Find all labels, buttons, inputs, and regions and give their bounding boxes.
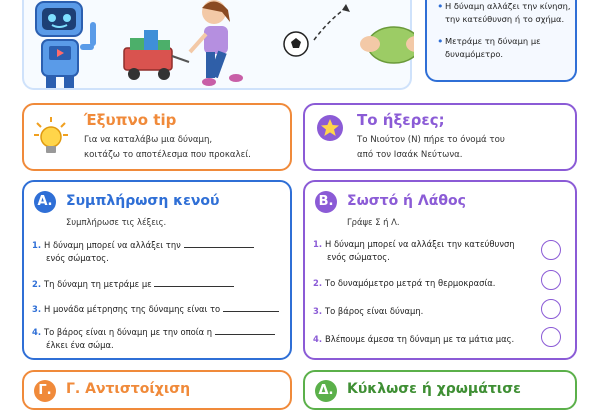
answer-blank[interactable] xyxy=(215,325,275,335)
question-item xyxy=(32,238,287,265)
answer-circle[interactable] xyxy=(541,240,561,260)
clay-hands-icon xyxy=(360,27,414,63)
section-c-title: Γ. Αντιστοίχιση xyxy=(66,381,191,397)
section-a-instruction: Συμπλήρωσε τις λέξεις. xyxy=(66,217,167,227)
example-card xyxy=(425,0,577,82)
question-text: Βλέπουμε άμεσα τη δύναμη με τα μάτια μας. xyxy=(325,334,515,344)
tip-title: Έξυπνο tip xyxy=(84,111,177,129)
question-number: 4. xyxy=(313,334,323,344)
wagon-icon xyxy=(124,30,189,80)
question-item xyxy=(32,302,287,316)
section-b-title: Σωστό ή Λάθος xyxy=(347,193,466,209)
did-you-know-card xyxy=(303,103,577,171)
answer-circle[interactable] xyxy=(541,327,561,347)
question-number: 4. xyxy=(32,327,42,337)
section-letter-badge: Γ. xyxy=(34,380,56,402)
section-b-instruction: Γράψε Σ ή Λ. xyxy=(347,217,400,227)
star-icon xyxy=(317,115,343,141)
example-bullet: • Μετράμε τη δύναμη με δυναμόμετρο. xyxy=(437,35,573,61)
question-text: Τη δύναμη τη μετράμε με xyxy=(44,279,152,289)
section-letter-badge: Β. xyxy=(315,191,337,213)
question-text: Το βάρος είναι η δύναμη με την οποία η xyxy=(44,327,213,337)
fill-in-blank-section xyxy=(22,180,292,360)
question-number: 1. xyxy=(32,240,42,250)
ball-icon xyxy=(284,32,308,56)
answer-circle[interactable] xyxy=(541,299,561,319)
question-text-cont: έλκει ένα σώμα. xyxy=(46,340,114,350)
section-a-title: Συμπλήρωση κενού xyxy=(66,193,220,209)
question-item xyxy=(313,305,533,318)
section-letter-badge: Δ. xyxy=(315,380,337,402)
question-text: Η μονάδα μέτρησης της δύναμης είναι το xyxy=(44,304,221,314)
fact-title: Το ήξερες; xyxy=(357,111,445,129)
question-item xyxy=(32,325,287,352)
illustration-scene xyxy=(24,0,414,90)
question-item xyxy=(313,333,533,346)
motion-arrow-icon xyxy=(314,8,346,40)
question-number: 3. xyxy=(313,306,323,316)
robot-icon xyxy=(36,2,96,88)
true-false-section xyxy=(303,180,577,360)
girl-icon xyxy=(190,0,243,86)
question-item xyxy=(32,277,287,291)
fact-text-line1: Το Νιούτον (Ν) πήρε το όνομά του xyxy=(357,135,505,145)
question-text-cont: ενός σώματος. xyxy=(327,252,390,262)
question-text: Η δύναμη μπορεί να αλλάξει την xyxy=(44,240,181,250)
example-bullet: • Η δύναμη αλλάζει την κίνηση, την κατεύθυνση ή το σχήμα. xyxy=(437,0,573,26)
question-number: 1. xyxy=(313,239,323,249)
circle-or-color-section xyxy=(303,370,577,410)
question-text: Η δύναμη μπορεί να αλλάξει την κατεύθυνση xyxy=(325,239,515,249)
lightbulb-icon xyxy=(34,117,68,157)
question-text: Το βάρος είναι δύναμη. xyxy=(325,306,424,316)
answer-circle[interactable] xyxy=(541,270,561,290)
top-illustration xyxy=(22,0,412,90)
question-number: 2. xyxy=(32,279,42,289)
matching-section xyxy=(22,370,292,410)
question-item xyxy=(313,277,533,290)
section-d-title: Κύκλωσε ή χρωμάτισε xyxy=(347,381,521,397)
answer-blank[interactable] xyxy=(223,302,279,312)
example-list xyxy=(437,0,573,70)
tip-text-line1: Για να καταλάβω μια δύναμη, xyxy=(84,135,213,145)
fact-text-line2: από τον Ισαάκ Νεύτωνα. xyxy=(357,150,463,160)
question-number: 2. xyxy=(313,278,323,288)
question-text: Το δυναμόμετρο μετρά τη θερμοκρασία. xyxy=(325,278,496,288)
answer-blank[interactable] xyxy=(154,277,234,287)
tip-text-line2: κοιτάζω το αποτέλεσμα που προκαλεί. xyxy=(84,150,251,160)
answer-blank[interactable] xyxy=(184,238,254,248)
question-item xyxy=(313,238,533,264)
smart-tip-card xyxy=(22,103,292,171)
section-letter-badge: Α. xyxy=(34,191,56,213)
arrow-head-icon xyxy=(342,4,350,12)
question-text-cont: ενός σώματος. xyxy=(46,253,109,263)
question-number: 3. xyxy=(32,304,42,314)
